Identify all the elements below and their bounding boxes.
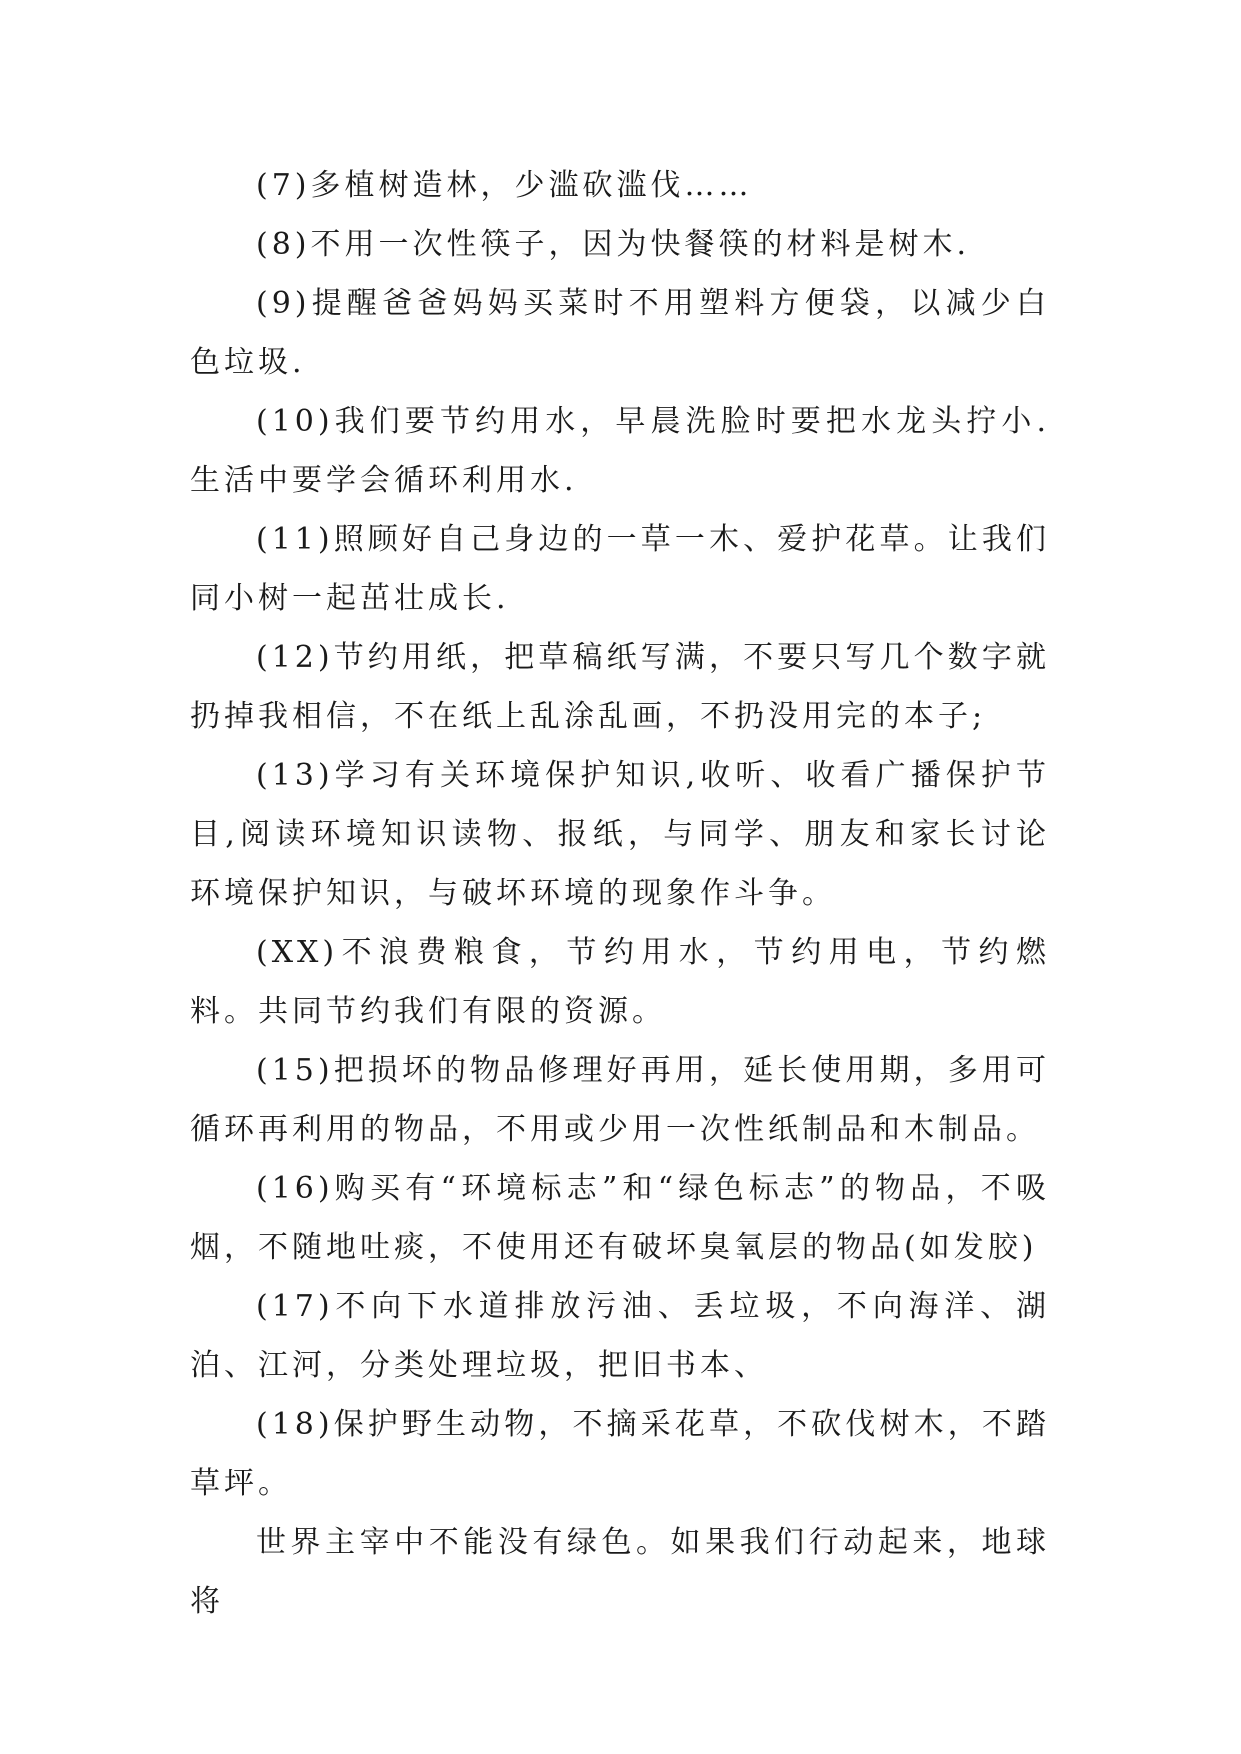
paragraph-xx: (XX)不浪费粮食，节约用水，节约用电，节约燃料。共同节约我们有限的资源。 [190, 935, 1050, 1029]
paragraph-17: (17)不向下水道排放污油、丢垃圾，不向海洋、湖泊、江河，分类处理垃圾，把旧书本、 [190, 1289, 1050, 1383]
paragraph-closing: 世界主宰中不能没有绿色。如果我们行动起来，地球将 [190, 1525, 1050, 1619]
paragraph-16: (16)购买有“环境标志”和“绿色标志”的物品，不吸烟，不随地吐痰，不使用还有破坏臭氧层的物品(如发胶) [190, 1171, 1050, 1265]
paragraph-10: (10)我们要节约用水，早晨洗脸时要把水龙头拧小.生活中要学会循环利用水. [190, 404, 1050, 498]
paragraph-18: (18)保护野生动物，不摘采花草，不砍伐树木，不踏草坪。 [190, 1407, 1050, 1501]
paragraph-12: (12)节约用纸，把草稿纸写满，不要只写几个数字就扔掉我相信，不在纸上乱涂乱画，不扔没用完的本子; [190, 640, 1050, 734]
document-body [190, 156, 1050, 1631]
paragraph-9: (9)提醒爸爸妈妈买菜时不用塑料方便袋，以减少白色垃圾. [190, 286, 1050, 380]
paragraph-7: (7)多植树造林，少滥砍滥伐…… [256, 168, 753, 203]
paragraph-13: (13)学习有关环境保护知识,收听、收看广播保护节目,阅读环境知识读物、报纸，与同学、朋友和家长讨论环境保护知识，与破坏环境的现象作斗争。 [190, 758, 1050, 911]
paragraph-15: (15)把损坏的物品修理好再用，延长使用期，多用可循环再利用的物品，不用或少用一次性纸制品和木制品。 [190, 1053, 1050, 1147]
paragraph-8: (8)不用一次性筷子，因为快餐筷的材料是树木. [256, 227, 971, 262]
paragraph-11: (11)照顾好自己身边的一草一木、爱护花草。让我们同小树一起茁壮成长. [190, 522, 1050, 616]
